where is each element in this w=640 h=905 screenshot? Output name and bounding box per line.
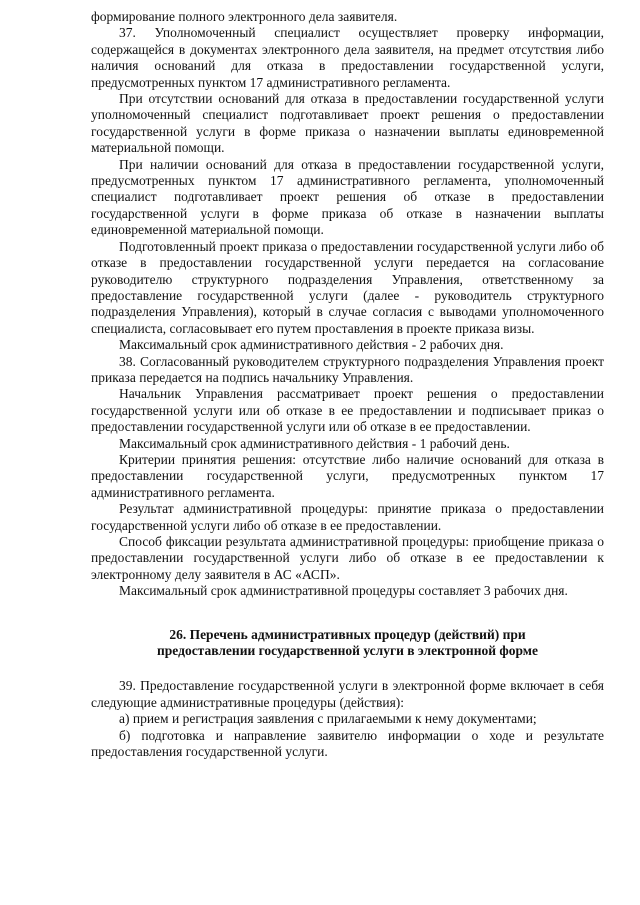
paragraph-max-term-2-days: Максимальный срок административного действия - 2 рабочих дня. (119, 337, 504, 353)
paragraph-no-grounds: При отсутствии оснований для отказа в предоставлении государственной услуги уполномоченный специалист подготавливает проект решения о предоставлении государственной услуги в форме приказа о назначении выплаты единовременной материальной помощи. (91, 91, 604, 156)
section-heading-26 (91, 627, 604, 660)
paragraph-max-term-3-days: Максимальный срок административной процедуры составляет 3 рабочих дня. (119, 583, 568, 599)
list-item-b: б) подготовка и направление заявителю информации о ходе и результате предоставления государственной услуги. (91, 727, 604, 760)
paragraph-item-38: 38. Согласованный руководителем структурного подразделения Управления проект приказа передается на подпись начальнику Управления. (91, 353, 604, 385)
paragraph-criteria: Критерии принятия решения: отсутствие либо наличие оснований для отказа в предоставлении государственной услуги, предусмотренных пунктом 17 административного регламента. (91, 451, 604, 500)
paragraph-max-term-1-day: Максимальный срок административного действия - 1 рабочий день. (119, 435, 510, 451)
paragraph-fixation: Способ фиксации результата административной процедуры: приобщение приказа о предоставлении государственной услуги либо об отказе в ее предоставлении к электронному делу заявителя в АС «АСП». (91, 534, 604, 582)
paragraph-approval: Подготовленный проект приказа о предоставлении государственной услуги либо об отказе в предоставлении государственной услуги передается на согласование руководителю структурного подразделения Управления, ответственному за предоставление государственной услуги (далее - руководитель структурного подразделения Управления), который в случае согласия с выводами уполномоченного специалиста, согласовывает его путем проставления в проекте приказа визы. (91, 238, 604, 336)
paragraph-result: Результат административной процедуры: принятие приказа о предоставлении государственной услуги либо об отказе в ее предоставлении. (91, 501, 604, 533)
paragraph-item-39: 39. Предоставление государственной услуги в электронной форме включает в себя следующие административные процедуры (действия): (91, 678, 604, 710)
paragraph-head-review: Начальник Управления рассматривает проект решения о предоставлении государственной услуги или об отказе в ее предоставлении и подписывает приказ о предоставлении государственной услуги или об отказе в ее предоставлении. (91, 386, 604, 435)
list-item-a: а) прием и регистрация заявления с прилагаемыми к нему документами; (119, 711, 537, 727)
paragraph-item-37: 37. Уполномоченный специалист осуществляет проверку информации, содержащейся в документах электронного дела заявителя, на предмет отсутствия либо наличия оснований для отказа в предоставлении государственной услуги, предусмотренных пунктом 17 административного регламента. (91, 25, 604, 90)
paragraph-continuation: формирование полного электронного дела заявителя. (91, 9, 398, 24)
section-heading-line-2: предоставлении государственной услуги в электронной форме (157, 643, 538, 659)
paragraph-grounds-refusal: При наличии оснований для отказа в предоставлении государственной услуги, предусмотренных пунктом 17 административного регламента, уполномоченный специалист подготавливает проект решения об отказе в предоставлении государственной услуги в форме приказа об отказе в назначении выплаты единовременной материальной помощи. (91, 156, 604, 238)
section-heading-line-1: 26. Перечень административных процедур (действий) при (169, 626, 526, 642)
